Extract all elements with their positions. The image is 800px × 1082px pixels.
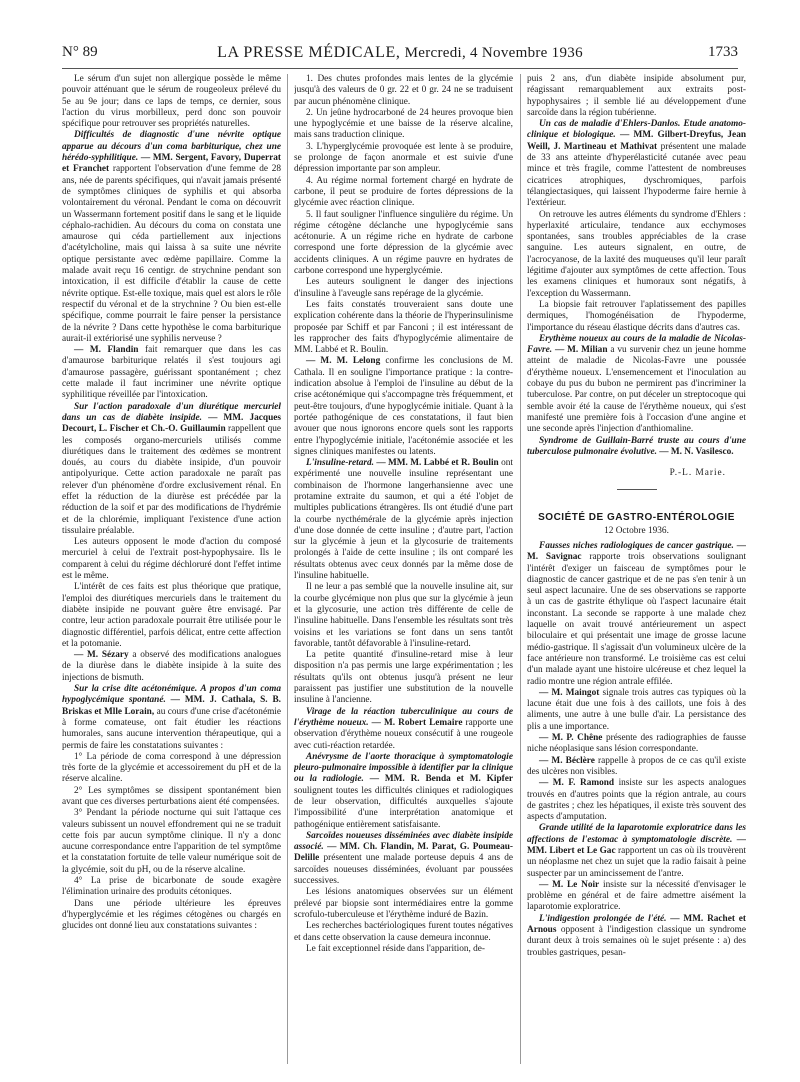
paragraph-text: opposent à l'indigestion classique un syndrome durant deux à trois semaines où le sujet présente : a) des troubles gastriques, pesan- [527, 925, 746, 958]
paragraph [294, 74, 513, 108]
page-header [62, 44, 738, 66]
paragraph-text: Dans une période ultérieure les épreuves d'hyperglycémie et les régimes cétogènes ou chargés en glucides ont donné lieu aux constatations suivantes : [62, 898, 281, 932]
paragraph [62, 130, 281, 345]
paragraph-text: rappellent que les composés organo-mercuriels utilisés comme diurétiques dans le traitement des œdèmes se montrent doués, au cours du diabète insipide, d'un pouvoir antipolyurique. Cette action paradoxale ne paraît pas relever d'un phénomène d'ordre exclusivement rénal. En effet la réduction de la diurèse est précédée par la réduction de la soif et par des modifications de l'hydrémie et de la chlorémie, impliquant l'existence d'une action tissulaire préalable. [62, 424, 281, 536]
paragraph [527, 880, 746, 914]
author-names: — M. Béclère [539, 755, 595, 766]
author-names: — M. Robert Lemaire [371, 717, 463, 728]
paragraph-text: 3° Pendant la période nocturne qui suit l'attaque ces valeurs subissent un nouvel effondrement qui ne se traduit cette fois par aucun symptôme clinique. Il n'y a donc aucune correspondance entre l'apparition de tel symptôme et la constatation fortuite de telle valeur numérique soit de la glycémie, soit du pH, ou de la réserve alcaline. [62, 808, 281, 875]
paragraph [294, 142, 513, 176]
paragraph [62, 74, 281, 130]
communication-title: Sur la crise dite acétonémique. A propos d'un coma hypoglycémique spontané. [62, 684, 281, 706]
author-names: — M. Sézary [74, 650, 129, 661]
column-separator [520, 74, 521, 1064]
paragraph-text: 3. L'hyperglycémie provoquée est lente à se produire, se prolonge de façon anormale et est suivie d'une dépression importante par son ampleur. [294, 141, 513, 175]
article-columns [62, 74, 746, 1074]
paragraph [527, 823, 746, 879]
communication-title: L'indigestion prolongée de l'été. [539, 913, 667, 924]
paragraph-text: rapportent un cas où ils trouvèrent un néoplasme net chez un sujet que la radio faisait à peine suspecter par un amincissement de l'antre. [527, 846, 746, 879]
paragraph-text: au cours d'une crise d'acétonémie à forme comateuse, ont fait étudier les réactions humorales, sans aucune intervention thérapeutique, qui a permis de faire les constatations suivantes : [62, 706, 281, 751]
column-2 [294, 74, 513, 1074]
paragraph [294, 887, 513, 921]
section-title: SOCIÉTÉ DE GASTRO-ENTÉROLOGIE [538, 512, 735, 524]
paragraph-text: 4° La prise de bicarbonate de soude exagère l'élimination urinaire des produits cétoniques. [62, 876, 281, 898]
author-names: — MM. Ch. Flandin, M. Parat, G. Poumeau-Delille [294, 842, 513, 864]
paragraph [62, 650, 281, 684]
issue-date: Mercredi, 4 Novembre 1936 [404, 45, 583, 61]
journal-masthead [62, 44, 738, 62]
paragraph-text: signale trois autres cas typiques où la lacune était due une fois à des caillots, une fois à des aliments, une autre à une bulle d'air. La persistance des plis a une importance. [527, 687, 746, 732]
column-separator [287, 74, 288, 1064]
paragraph-text: confirme les conclusions de M. Cathala. Il en souligne l'importance pratique : la contre-indication absolue à l'emploi de l'insuline au début de la crise acétonémique qui s'accompagne très fréquemment, et peut-être toujours, d'une hypoglycémie initiale. Quant à la portée pathogénique de ces constatations, il faut bien avouer que nous ignorons encore quels sont les rapports entre l'hypoglycémie initiale, l'acétonémie associée et les signes cliniques manifestes ou latents. [294, 356, 513, 457]
author-names: — M. F. Ramond [539, 778, 615, 789]
paragraph [527, 733, 746, 756]
paragraph-text: insiste sur la nécessité d'envisager le problème en général et de faire admettre aisément la laparotomie exploratrice. [527, 879, 746, 913]
author-names: — M. N. Vasilesco. [659, 446, 734, 457]
communication-title: Fausses niches radiologiques de cancer gastrique. [539, 540, 734, 551]
paragraph [294, 582, 513, 650]
paragraph [527, 688, 746, 733]
paragraph [294, 752, 513, 831]
author-names: — MM. Libert et Le Gac [527, 834, 746, 856]
paragraph-text: Les auteurs soulignent le danger des injections d'insuline à l'aveugle sans repérage de la glycémie. [294, 277, 513, 299]
paragraph-text: 1. Des chutes profondes mais lentes de la glycémie jusqu'à des valeurs de 0 gr. 22 et 0 gr. 24 ne se traduisent par aucun phénomène clinique. [294, 74, 513, 107]
paragraph [294, 356, 513, 458]
author-names: — M. M. Lelong [306, 356, 381, 367]
paragraph [294, 831, 513, 887]
author-names: — MM. Gilbert-Dreyfus, Jean Weill, J. Martineau et Mathivat [527, 130, 746, 152]
header-rule [62, 68, 738, 69]
paragraph [527, 756, 746, 779]
paragraph-text: rappelle à propos de ce cas qu'il existe des ulcères non visibles. [527, 755, 746, 777]
communication-title: Syndrome de Guillain-Barré truste au cours d'une tuberculose pulmonaire évolutive. [527, 435, 746, 457]
paragraph [62, 402, 281, 538]
paragraph-text: présentent une malade de 33 ans atteinte d'hyperélasticité cutanée avec peau mince et très fragile, comme l'attestent de nombreuses cicatrices atrophiques, dyschromiques, parfois télangiectasiques, qui laissent l'hypoderme faire hernie à l'extérieur. [527, 141, 746, 209]
paragraph-text: 4. Au régime normal fortement chargé en hydrate de carbone, il peut se produire de fortes dépressions de la glycémie avec réaction clinique. [294, 175, 513, 209]
author-names: — M. Savignac [527, 540, 746, 563]
paragraph-text: On retrouve les autres éléments du syndrome d'Ehlers : hyperlaxité articulaire, tendance aux ecchymoses spontanées, sans troubles appréciables de la crase sanguine. Les auteurs signalent, en outre, de l'acrocyanose, de la laxité des muqueuses qu'il leur paraît légitime d'ajouter aux symptômes de cette affection. Tous les examens cliniques et humoraux sont négatifs, à l'exception du Wassermann. [527, 209, 746, 299]
communication-title: Difficultés de diagnostic d'une névrite optique apparue au décours d'un coma barbiturique, chez une hérédo-syphilitique. [62, 130, 281, 164]
paragraph [62, 582, 281, 650]
paragraph-text: Le fait exceptionnel réside dans l'apparition, de- [306, 943, 486, 954]
column-1 [62, 74, 281, 1074]
paragraph-text: soulignent toutes les difficultés cliniques et radiologiques de leur observation, difficultés auxquelles s'ajoute l'impossibilité d'une interprétation anatomique et pathogénique entièrement satisfaisante. [294, 785, 513, 830]
author-names: — MM. Jacques Decourt, L. Fischer et Ch.-O. Guillaumin [62, 412, 281, 435]
paragraph-text: ont expérimenté une nouvelle insuline représentant une combinaison de l'hormone langerhansienne avec une protamine extraite du saumon, et qui a été l'objet de multiples publications étrangères. Ils ont étudié d'une part la courbe nycthémérale de la glycémie après injection d'une dose donnée de cette insuline ; d'autre part, l'action sur la glycémie à jeun et la glycosurie de traitements prolongés à l'aide de cette insuline ; ils ont comparé les résultats obtenus avec ceux donnés par la même dose de l'insuline habituelle. [294, 458, 513, 582]
paragraph [62, 786, 281, 809]
communication-title: Erythème noueux au cours de la maladie de Nicolas-Favre. [527, 333, 746, 356]
paragraph [294, 277, 513, 300]
paragraph-text: Les faits constatés trouveraient sans doute une explication cohérente dans la théorie de l'hyperinsulinisme proposée par Schiff et par Fanconi ; il est intéressant de les rapprocher des faits d'hypoglycémie alimentaire de MM. Labbé et R. Boulin. [294, 299, 513, 356]
paragraph [527, 541, 746, 688]
paragraph [294, 108, 513, 142]
paragraph [294, 707, 513, 752]
paragraph-text: a vu survenir chez un jeune homme atteint de maladie de Nicolas-Favre une poussée d'érythème noueux. L'ensemencement et l'inoculation au cobaye du pus du bubon ne permirent pas d'incriminer la tuberculose. Par contre, on put déceler un streptocoque qui semble avoir été la cause de l'érythème noueux, qui s'est manifesté une première fois à l'occasion d'une angine et une seconde après l'injection d'anthiomaline. [527, 345, 746, 435]
author-names: — M. P. Chêne [539, 733, 603, 744]
paragraph [527, 778, 746, 823]
section-divider [617, 489, 657, 490]
paragraph [62, 876, 281, 899]
paragraph [62, 752, 281, 786]
paragraph [62, 684, 281, 752]
author-names: — MM. J. Cathala, S. B. Briskas et Mlle Lorain, [62, 695, 281, 717]
paragraph [62, 808, 281, 876]
paragraph [527, 74, 746, 119]
paragraph [62, 537, 281, 582]
paragraph-text: Les auteurs opposent le mode d'action du composé mercuriel à celui de l'extrait post-hypophysaire. Ils le comparent à celui du régime déchloruré dont l'effet intime est le même. [62, 537, 281, 582]
paragraph [527, 210, 746, 300]
paragraph [294, 944, 513, 955]
communication-title: Un cas de maladie d'Ehlers-Danlos. Etude anatomo-clinique et biologique. [527, 119, 746, 141]
paragraph [62, 345, 281, 401]
column-3-top [527, 74, 746, 458]
author-names: — M. Maingot [539, 687, 600, 698]
author-names: — MM. M. Labbé et R. Boulin [376, 458, 499, 469]
paragraph [294, 921, 513, 944]
paragraph-text: présente des radiographies de fausse niche néoplasique sans lésion correspondante. [527, 733, 746, 755]
paragraph-text: Les recherches bactériologiques furent toutes négatives et dans cette observation la cause demeura inconnue. [294, 921, 513, 943]
section-date: 12 Octobre 1936. [604, 525, 669, 536]
paragraph-text: La petite quantité d'insuline-retard mise à leur disposition n'a pas permis une large expérimentation ; les résultats qu'ils ont obtenus jusqu'à présent ne leur paraissent pas justifier une substitution de la nouvelle insuline à l'ancienne. [294, 650, 513, 706]
paragraph-text: a observé des modifications analogues de la diurèse dans le diabète insipide à la suite des injections de bismuth. [62, 650, 281, 683]
author-names: — MM. R. Benda et M. Kipfer [369, 774, 513, 785]
paragraph-text: 1° La période de coma correspond à une dépression très forte de la glycémie et accessoirement du pH et de la réserve alcaline. [62, 751, 281, 785]
paragraph [294, 300, 513, 356]
paragraph-text: 2. Un jeûne hydrocarboné de 24 heures provoque bien une hypoglycémie et une baisse de la réserve alcaline, mais sans traduction clinique. [294, 107, 513, 141]
paragraph-text: Les lésions anatomiques observées sur un élément prélevé par biopsie sont intermédiaires entre la gomme scrofulo-tuberculeuse et l'érythème induré de Bazin. [294, 887, 513, 920]
author-names: — M. Le Noir [539, 879, 600, 890]
communication-title: Anévrysme de l'aorte thoracique à symptomatologie pleuro-pulmonaire impossible à identifier par la clinique ou la radiologie. [294, 751, 513, 785]
journal-title: LA PRESSE MÉDICALE, [217, 44, 401, 61]
paragraph [294, 650, 513, 706]
column-3-bottom [527, 541, 746, 959]
paragraph [294, 458, 513, 582]
issue-number: N° 89 [62, 44, 98, 60]
paragraph [294, 210, 513, 278]
paragraph-text: rapportent l'observation d'une femme de 28 ans, née de parents spécifiques, qui n'avait jamais présenté de symptômes cliniques de syphilis et qui absorba volontairement du véronal. Pendant le coma on découvrit un Wassermann fortement positif dans le sang et le liquide céphalo-rachidien. Au décours du coma on constata une amaurose qui céda partiellement aux injections d'acétylcholine, mais qui laissa à sa suite une névrite optique persistante avec œdème papillaire. Comme la malade avait reçu 16 centigr. de strychnine pendant son intoxication, il est difficile d'établir la cause de cette névrite optique. Est-elle toxique, mais quel est alors le rôle respectif du véronal et de la strychnine ? Ou bien est-elle spécifique, comme pourrait le faire penser la persistance de la névrite ? Dans cette hypothèse le coma barbiturique aurait-il extériorisé une syphilis nerveuse ? [62, 164, 281, 344]
paragraph [527, 914, 746, 959]
communication-title: Sur l'action paradoxale d'un diurétique mercuriel dans un cas de diabète insipide. [62, 401, 281, 423]
paragraph [527, 119, 746, 209]
paragraph-text: fait remarquer que dans les cas d'amaurose barbiturique relatés il s'est toujours agi d'amaurose passagère, guérissant spontanément ; chez cette malade il faut incriminer une névrite optique syphilitique réveillée par l'intoxication. [62, 345, 281, 401]
author-names: — MM. Sergent, Favory, Duperrat et Franchet [62, 153, 281, 175]
paragraph-text: présentent une malade porteuse depuis 4 ans de sarcoïdes noueuses disséminées, évoluant par poussées successives. [294, 853, 513, 887]
author-names: — M. Milian [554, 345, 608, 356]
communication-title: L'insuline-retard. [306, 458, 374, 469]
paragraph-text: L'intérêt de ces faits est plus théorique que pratique, l'emploi des diurétiques mercuriels dans le traitement du diabète insipide ne pouvant guère être envisagé. Par contre, leur action paradoxale pourrait être utilisée pour le diagnostic différentiel, parfois délicat, entre cette affection et la potomanie. [62, 582, 281, 649]
author-names: — MM. Rachet et Arnous [527, 913, 746, 936]
communication-title: Sarcoïdes noueuses disséminées avec diabète insipide associé. [294, 830, 513, 853]
paragraph [294, 176, 513, 210]
paragraph [527, 334, 746, 436]
paragraph-text: 2° Les symptômes se dissipent spontanément bien avant que ces diverses perturbations aient été compensées. [62, 785, 281, 807]
paragraph-text: Le sérum d'un sujet non allergique possède le même pouvoir atténuant que le sérum de rougeoleux prélevé du 5e au 9e jour; dans ce laps de temps, ce dernier, sous l'action du virus morbilleux, perd donc son pouvoir spécifique pour retrouver ses propriétés naturelles. [62, 74, 281, 130]
paragraph-text: puis 2 ans, d'un diabète insipide absolument pur, réagissant remarquablement aux extraits post-hypophysaires ; il semble lié au développement d'une sarcoïde dans la région tubérienne. [527, 74, 746, 118]
page-number: 1733 [708, 44, 738, 60]
paragraph-text: rapporte une observation d'érythème noueux consécutif à une rougeole avec cuti-réaction retardée. [294, 717, 513, 751]
communication-title: Virage de la réaction tuberculinique au cours de l'érythème noueux. [294, 706, 513, 728]
paragraph-text: La biopsie fait retrouver l'aplatissement des papilles dermiques, l'homogénéisation de l'hypoderme, l'importance du réseau élastique décrits dans d'autres cas. [527, 299, 746, 333]
signature: P.-L. Marie. [669, 468, 726, 479]
paragraph [527, 300, 746, 334]
paragraph-text: 5. Il faut souligner l'influence singulière du régime. Un régime cétogène déclanche une hypoglycémie sans acétonurie. A un régime riche en hydrate de carbone correspond une forte dépression de la glycémie avec accidents cliniques. A un régime pauvre en hydrates de carbone correspond une hyperglycémie. [294, 209, 513, 277]
paragraph [62, 899, 281, 933]
paragraph [527, 436, 746, 459]
paragraph-text: rapporte trois observations soulignant l'intérêt d'exiger un faisceau de symptômes pour le diagnostic de cancer gastrique et de ne pas s'en tenir à un seul aspect lacunaire. Une de ses observations se rapporte à un cas de gastrite éthylique où l'aspect lacunaire était inconstant. La seconde se rapporte à une malade chez laquelle on avait trouvé antérieurement un aspect biloculaire et qui présentait une image de grosse lacune médio-gastrique. Il s'agissait d'un volumineux ulcère de la face antérieure non transformé. Le troisième cas est celui d'un malade ayant une histoire ulcéreuse et chez lequel la radio montre une région antrale effilée. [527, 552, 746, 687]
paragraph-text: insiste sur les aspects analogues trouvés en d'autres points que la région antrale, au cours de gastrites ; chez les hépatiques, il existe très souvent des aspects d'amputation. [527, 778, 746, 823]
communication-title: Grande utilité de la laparotomie exploratrice dans les affections de l'estomac à symptomatologie discrète. [527, 823, 746, 845]
author-names: — M. Flandin [74, 345, 139, 356]
column-3 [527, 74, 746, 1074]
paragraph-text: Il ne leur a pas semblé que la nouvelle insuline ait, sur la courbe glycémique non plus que sur la glycémie à jeun et la glycosurie, une action très différente de celle de l'insuline habituelle. Dans l'ensemble les résultats sont très voisins et les variations se font dans un sens tantôt favorable, tantôt défavorable à l'insuline-retard. [294, 582, 513, 649]
